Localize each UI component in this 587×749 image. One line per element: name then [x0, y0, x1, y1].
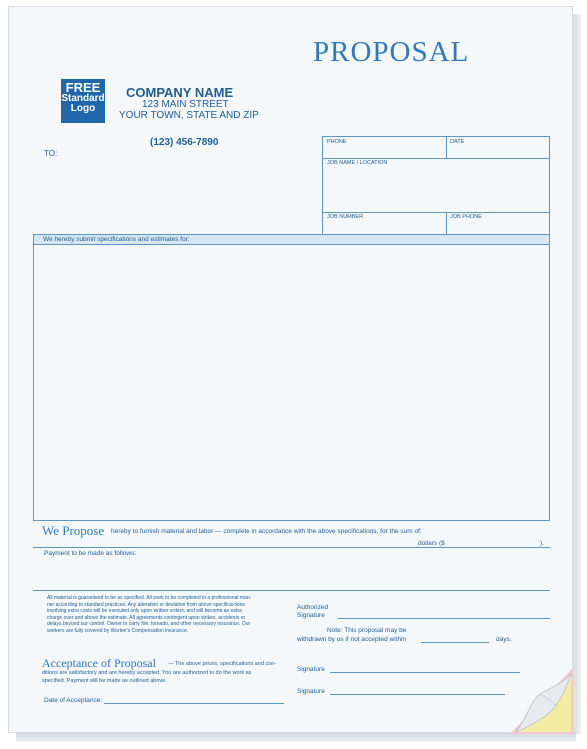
terms-line: charge over and above the estimate. All agreements contingent upon strikes, accidents or — [47, 614, 246, 621]
company-logo — [61, 79, 105, 123]
signature-label: Signature — [297, 688, 325, 695]
we-propose-text: hereby to furnish material and labor — complete in accordance with the above specifications, for the sum of: — [111, 528, 422, 535]
signature-label: Signature — [297, 612, 325, 619]
payment-label: Payment to be made as follows: — [44, 550, 137, 557]
job-phone-field-label: JOB PHONE — [450, 214, 482, 220]
dollars-label: dollars ($ — [418, 540, 445, 547]
terms-line: All material is guaranteed to be as specified. All work to be completed in a professional man- — [47, 595, 252, 601]
specifications-area[interactable] — [33, 244, 550, 521]
days-line[interactable] — [421, 642, 489, 643]
logo-line-1: FREE — [65, 80, 101, 95]
rule — [322, 212, 550, 213]
company-name: COMPANY NAME — [126, 85, 234, 100]
date-of-acceptance-label: Date of Acceptance: — [44, 697, 103, 704]
acceptance-text-2: ditions are satisfactory and are hereby accepted. You are authorized to do the work as — [42, 670, 252, 676]
phone-field-label: PHONE — [327, 139, 347, 145]
acceptance-text-3: specified. Payment will be made as outlined above. — [42, 678, 167, 684]
rule — [446, 136, 447, 158]
logo-line-2: Standard — [61, 93, 105, 104]
logo-line-3: Logo — [70, 103, 96, 114]
note-line-2: withdrawn by us if not accepted within — [297, 636, 407, 643]
acceptance-signature-line[interactable] — [330, 694, 505, 695]
days-label: days. — [496, 636, 512, 643]
rule — [322, 158, 550, 159]
rule — [33, 547, 550, 548]
company-street: 123 MAIN STREET — [142, 99, 229, 110]
acceptance-signature-line[interactable] — [330, 672, 520, 673]
company-phone: (123) 456-7890 — [150, 137, 219, 148]
company-city: YOUR TOWN, STATE AND ZIP — [119, 110, 259, 121]
page-curl-icon — [500, 660, 576, 740]
page-shadow-bottom — [16, 732, 576, 742]
note-line-1: Note: This proposal may be — [327, 627, 407, 634]
job-name-field-label: JOB NAME / LOCATION — [327, 160, 388, 166]
form-title: PROPOSAL — [313, 36, 470, 68]
to-label: TO: — [44, 149, 58, 158]
specifications-header-text: We hereby submit specifications and estimates for: — [43, 236, 190, 243]
dollars-close: ). — [540, 540, 544, 547]
terms-line: workers are fully covered by Worker's Compensation insurance. — [47, 627, 189, 634]
authorized-label: Authorized — [297, 604, 329, 611]
payment-line — [33, 590, 550, 591]
terms-line: delays beyond our control. Owner to carry fire, tornado, and other necessary insurance. Our — [47, 621, 251, 627]
terms-line: ner according to standard practices. Any alteration or deviation from above specifica-tions — [47, 601, 245, 608]
date-field-label: DATE — [450, 139, 465, 145]
acceptance-heading: Acceptance of Proposal — [42, 656, 156, 670]
job-info-block — [322, 136, 550, 235]
acceptance-text-1: — The above prices, specifications and con- — [168, 661, 277, 667]
authorized-signature-line[interactable] — [338, 618, 550, 619]
terms-text — [47, 595, 293, 634]
job-number-field-label: JOB NUMBER — [327, 214, 364, 220]
rule — [446, 212, 447, 235]
terms-line: involving extra costs will be executed only upon written orders, and will become an extra — [47, 608, 242, 614]
signature-label: Signature — [297, 666, 325, 673]
date-of-acceptance-line[interactable] — [104, 703, 284, 704]
we-propose-heading: We Propose — [42, 523, 105, 538]
